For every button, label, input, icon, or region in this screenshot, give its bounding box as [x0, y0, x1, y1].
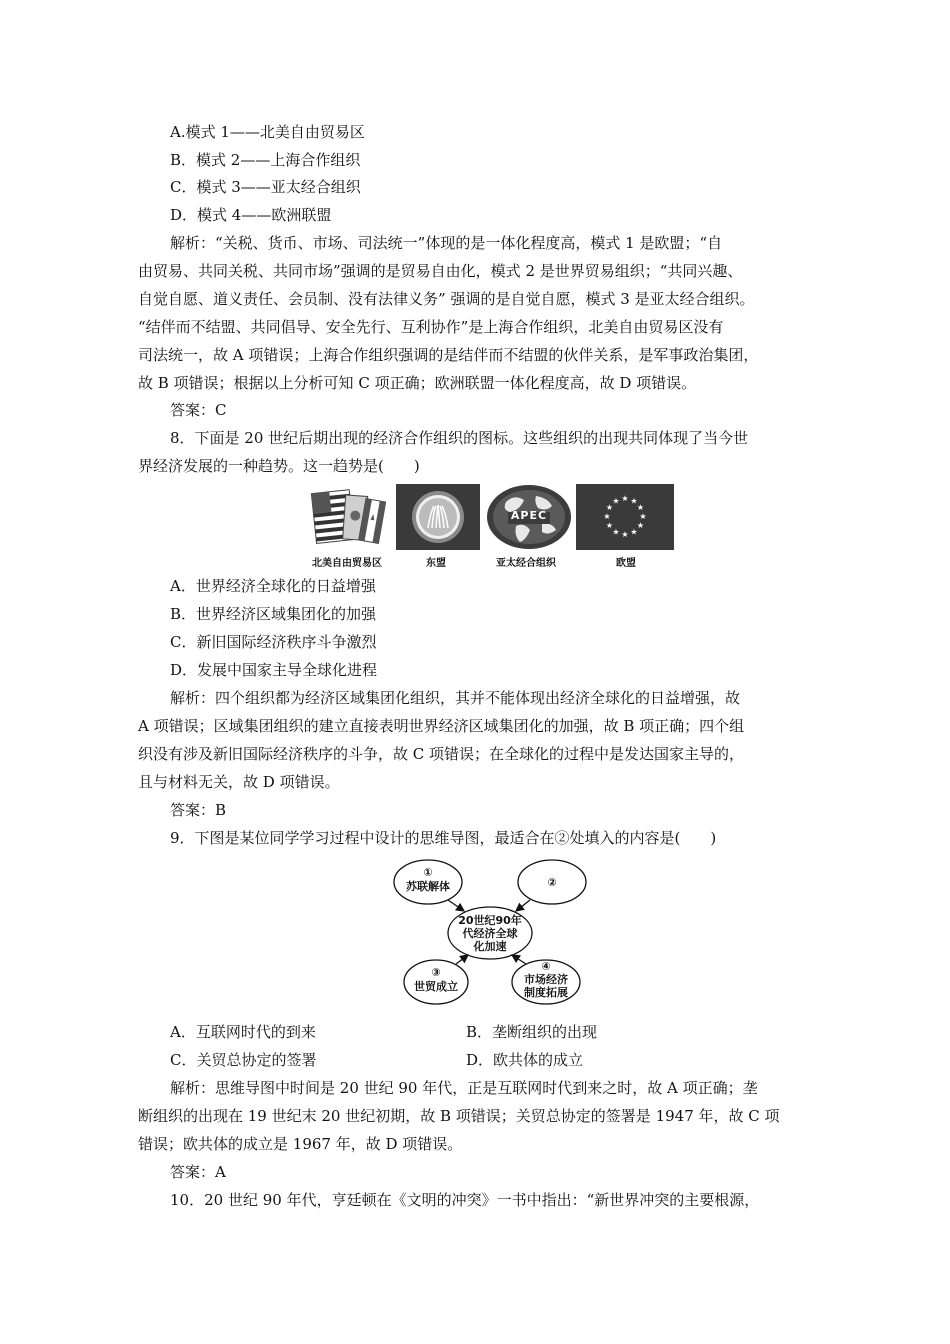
svg-text:★: ★ [612, 496, 620, 506]
svg-text:★: ★ [621, 494, 629, 503]
apec-logo [486, 484, 572, 550]
nafta-logo [310, 484, 386, 550]
svg-text:★: ★ [603, 512, 611, 521]
node-3-number: ③ [431, 966, 441, 979]
q7-analysis-line: 故 B 项错误；根据以上分析可知 C 项正确；欧洲联盟一体化程度高，故 D 项错误。 [138, 374, 697, 392]
arrow-4 [512, 955, 526, 964]
q9-answer: 答案：A [170, 1163, 226, 1181]
svg-text:★: ★ [621, 530, 629, 539]
q7-analysis-line: “结伴而不结盟、共同倡导、安全先行、互利协作”是上海合作组织，北美自由贸易区没有 [138, 318, 724, 336]
q7-analysis-line: 司法统一，故 A 项错误；上海合作组织强调的是结伴而不结盟的伙伴关系，是军事政治集团， [138, 346, 759, 364]
node-1-number: ① [423, 866, 433, 879]
q7-option-c: C．模式 3——亚太经合组织 [170, 178, 361, 196]
asean-caption: 东盟 [426, 558, 446, 569]
node-3-label: 世贸成立 [414, 980, 458, 993]
arrow-1 [448, 900, 464, 911]
apec-logo-text: APEC [510, 509, 548, 522]
center-label-line: 20世纪90年 [458, 914, 522, 927]
q9-option-b: B．垄断组织的出现 [466, 1023, 598, 1041]
q9-analysis-line: 解析：思维导图中时间是 20 世纪 90 年代，正是互联网时代到来之时，故 A 项正确；垄 [170, 1079, 758, 1097]
q9-stem: 9．下图是某位同学学习过程中设计的思维导图，最适合在②处填入的内容是( ) [170, 829, 717, 847]
q8-option-a: A．世界经济全球化的日益增强 [170, 577, 376, 595]
node-4-number: ④ [541, 960, 551, 973]
q7-option-d: D．模式 4——欧洲联盟 [170, 206, 332, 224]
node-2-number: ② [547, 876, 557, 889]
svg-text:★: ★ [639, 512, 647, 521]
apec-caption: 亚太经合组织 [496, 558, 556, 569]
q8-answer: 答案：B [170, 801, 227, 819]
q8-option-c: C．新旧国际经济秩序斗争激烈 [170, 633, 377, 651]
svg-text:★: ★ [630, 496, 638, 506]
q7-analysis-line: 解析：“关税、货币、市场、司法统一”体现的是一体化程度高，模式 1 是欧盟；“自 [170, 234, 723, 252]
mind-map-figure [390, 858, 590, 1008]
arrow-2 [516, 900, 530, 911]
svg-text:★: ★ [630, 527, 638, 537]
asean-emblem-icon [396, 484, 480, 550]
svg-text:★: ★ [636, 503, 645, 512]
eu-caption: 欧盟 [616, 558, 636, 569]
svg-text:★: ★ [612, 527, 620, 537]
svg-text:★: ★ [605, 521, 614, 530]
asean-logo [396, 484, 480, 550]
nafta-caption: 北美自由贸易区 [312, 558, 382, 569]
nafta-flags-icon [310, 484, 386, 550]
q8-analysis-line: 织没有涉及新旧国际经济秩序的斗争，故 C 项错误；在全球化的过程中是发达国家主导的， [138, 745, 745, 763]
q9-analysis-line: 错误；欧共体的成立是 1967 年，故 D 项错误。 [138, 1135, 463, 1153]
q7-answer: 答案：C [170, 401, 227, 419]
svg-text:★: ★ [605, 503, 614, 512]
mind-map-diagram [390, 858, 590, 1008]
node-4-label-line: 制度拓展 [524, 986, 568, 999]
q8-stem-line: 8．下面是 20 世纪后期出现的经济合作组织的图标。这些组织的出现共同体现了当今世 [170, 429, 749, 447]
eu-stars-icon [576, 484, 674, 550]
q9-analysis-line: 断组织的出现在 19 世纪末 20 世纪初期，故 B 项错误；关贸总协定的签署是 1947 年，故 C 项 [138, 1107, 780, 1125]
q8-option-d: D．发展中国家主导全球化进程 [170, 661, 378, 679]
q7-option-b: B．模式 2——上海合作组织 [170, 151, 361, 169]
q8-analysis-line: 解析：四个组织都为经济区域集团化组织，其并不能体现出经济全球化的日益增强，故 [170, 689, 741, 707]
node-1-label: 苏联解体 [406, 880, 450, 893]
q10-stem: 10．20 世纪 90 年代，亨廷顿在《文明的冲突》一书中指出：“新世界冲突的主要根源， [170, 1191, 760, 1209]
center-label-line: 化加速 [473, 940, 507, 953]
node-4-label-line: 市场经济 [524, 973, 568, 986]
q9-option-c: C．关贸总协定的签署 [170, 1051, 317, 1069]
q9-option-d: D．欧共体的成立 [466, 1051, 584, 1069]
org-logos-figure [310, 484, 680, 570]
q8-analysis-line: A 项错误；区域集团组织的建立直接表明世界经济区域集团化的加强，故 B 项正确；四个组 [138, 717, 745, 735]
q8-option-b: B．世界经济区域集团化的加强 [170, 605, 377, 623]
q8-stem-line: 界经济发展的一种趋势。这一趋势是( ) [138, 457, 420, 475]
center-label-line: 代经济全球 [462, 927, 518, 940]
q7-analysis-line: 由贸易、共同关税、共同市场”强调的是贸易自由化，模式 2 是世界贸易组织；“共同兴趣、 [138, 262, 743, 280]
q7-option-a: A.模式 1——北美自由贸易区 [170, 123, 365, 141]
eu-logo [576, 484, 674, 550]
q9-option-a: A．互联网时代的到来 [170, 1023, 316, 1041]
q8-analysis-line: 且与材料无关，故 D 项错误。 [138, 773, 340, 791]
arrow-3 [456, 955, 468, 964]
q7-analysis-line: 自觉自愿、道义责任、会员制、没有法律义务” 强调的是自觉自愿，模式 3 是亚太经合组织。 [138, 290, 755, 308]
svg-text:★: ★ [636, 521, 645, 530]
